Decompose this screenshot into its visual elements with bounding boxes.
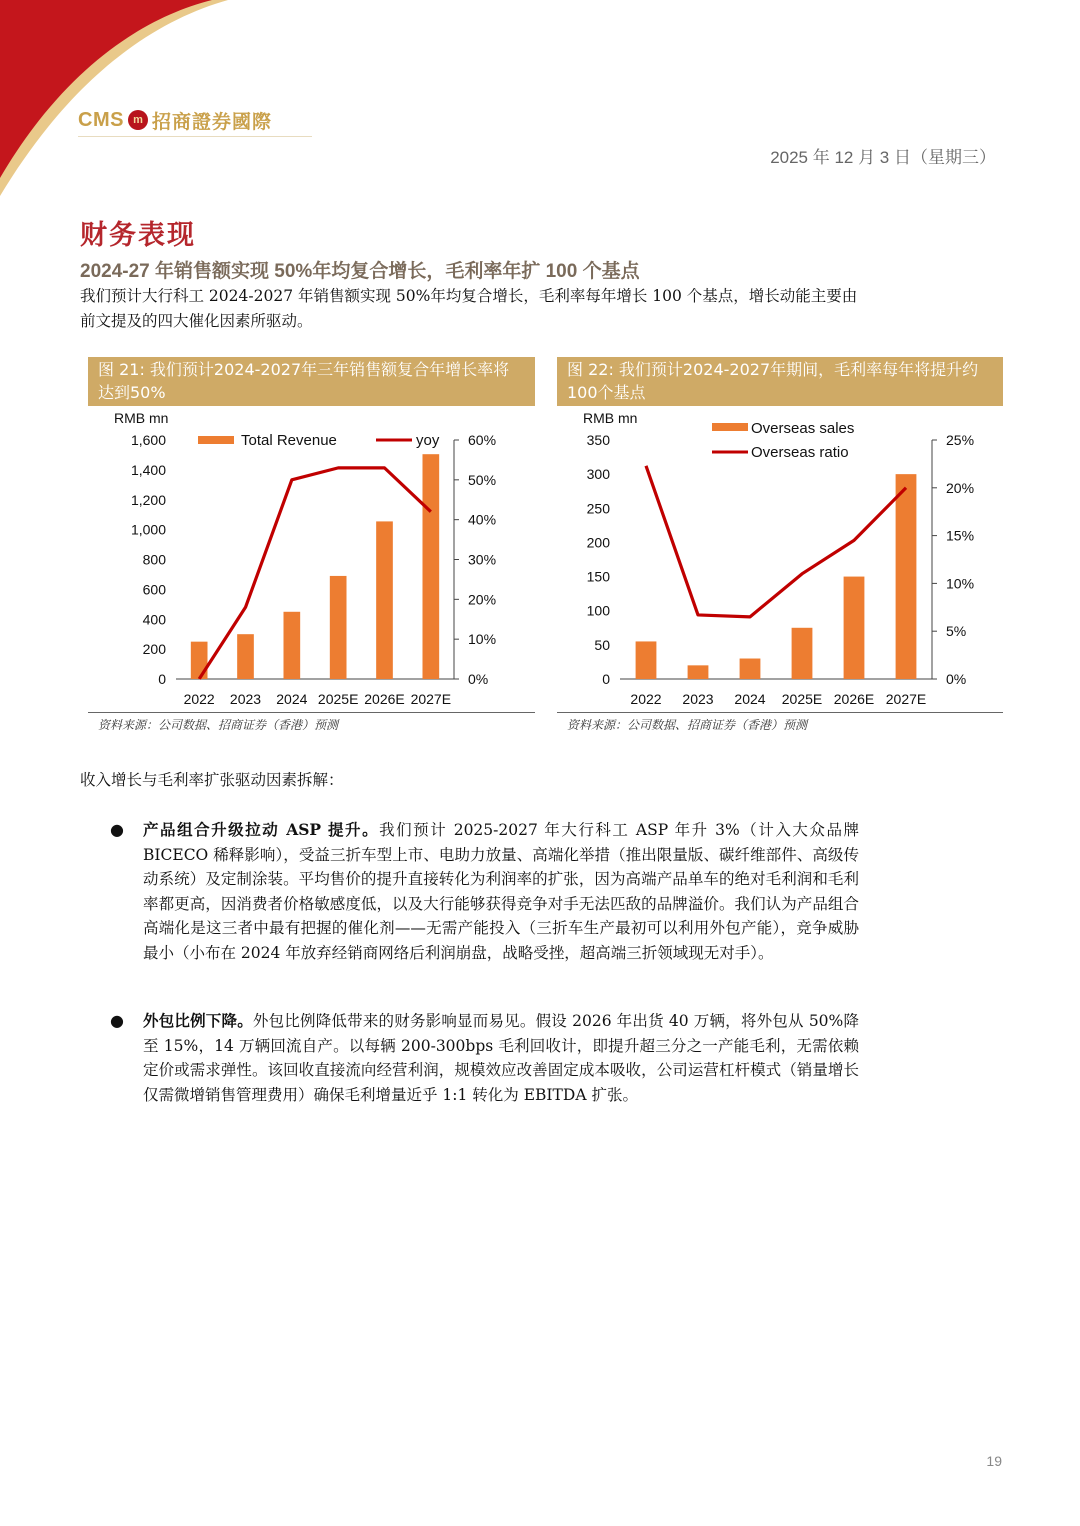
fig21-unit-label: RMB mn xyxy=(114,410,169,426)
fig21-bar xyxy=(237,634,254,679)
fig22-legend-bar-label: Overseas sales xyxy=(751,420,855,437)
fig21-xtick: 2023 xyxy=(229,691,262,707)
figure-22-header: 图 22: 我们预计2024-2027年期间，毛利率每年将提升约100个基点 xyxy=(557,357,1003,406)
fig22-xtick: 2023 xyxy=(682,691,714,707)
figure-22-chart xyxy=(557,406,1003,712)
fig22-xtick: 2026E xyxy=(833,691,875,707)
fig22-legend-line-label: Overseas ratio xyxy=(751,444,849,461)
fig22-ytick-left: 50 xyxy=(594,636,610,653)
logo-chinese-name: 招商證券國際 xyxy=(151,110,272,133)
fig22-ytick-left: 200 xyxy=(586,534,610,551)
fig21-ytick-left: 0 xyxy=(158,671,166,687)
driver-item-2 xyxy=(143,1009,859,1107)
fig22-xtick: 2024 xyxy=(734,691,766,707)
fig21-ytick-right: 0% xyxy=(468,671,489,687)
fig21-ytick-left: 1,600 xyxy=(130,432,166,448)
fig22-xtick: 2027E xyxy=(885,691,927,707)
fig21-ytick-right: 50% xyxy=(468,471,497,488)
fig22-ytick-right: 5% xyxy=(946,623,967,640)
fig22-ytick-left: 250 xyxy=(586,500,610,517)
fig22-ytick-left: 150 xyxy=(586,568,610,585)
driver-item-1-title: 产品组合升级拉动 ASP 提升。 xyxy=(143,820,380,839)
fig21-ytick-right: 30% xyxy=(468,551,497,568)
fig22-ytick-left: 350 xyxy=(586,432,610,448)
logo-divider xyxy=(78,136,312,137)
fig21-ytick-left: 400 xyxy=(142,611,166,628)
fig21-ytick-right: 20% xyxy=(468,591,497,608)
fig22-ytick-right: 10% xyxy=(946,575,975,592)
fig21-ytick-right: 40% xyxy=(468,511,497,528)
fig21-ytick-left: 1,200 xyxy=(130,491,166,508)
fig22-ytick-left: 100 xyxy=(586,602,610,619)
fig22-ytick-right: 0% xyxy=(946,671,967,687)
brand-logo xyxy=(78,104,312,136)
fig21-ytick-left: 200 xyxy=(142,641,166,658)
figure-21-chart xyxy=(88,406,535,712)
fig21-ytick-left: 600 xyxy=(142,581,166,598)
fig21-bar xyxy=(376,521,393,679)
fig21-bar xyxy=(330,576,347,679)
section-subtitle: 2024-27 年销售额实现 50%年均复合增长，毛利率年扩 100 个基点 xyxy=(80,261,640,282)
fig22-bar xyxy=(792,628,813,679)
bullet-dot-2: ● xyxy=(110,1011,124,1030)
fig21-ytick-left: 1,000 xyxy=(130,521,166,538)
fig22-ytick-left: 0 xyxy=(602,671,610,687)
corner-decoration xyxy=(0,0,240,200)
fig22-ytick-right: 15% xyxy=(946,527,975,544)
fig21-xtick: 2025E xyxy=(317,691,359,707)
fig22-xtick: 2022 xyxy=(630,691,662,707)
bullet-dot-1: ● xyxy=(110,820,124,839)
driver-item-1-text: 我们预计 2025-2027 年大行科工 ASP 年升 3%（计入大众品牌 BICECO 稀释影响），受益三折车型上市、电助力放量、高端化举措（推出限量版、碳纤维部件、高级传动系统）及定制涂装。平均售价的提升直接转化为利润率的扩张，因为高端产品单车的绝对毛利润和毛利率都更高，因消费者价格敏感度低，以及大行能够获得竞争对手无法匹敌的品牌溢价。我们认为产品组合高端化是这三者中最有把握的催化剂——无需产能投入（三折车生产最初可以利用外包产能），竞争威胁最小（小布在 2024 年放弃经销商网络后利润崩盘，战略受挫，超高端三折领域现无对手）。 xyxy=(143,821,859,962)
fig21-legend-line-label: yoy xyxy=(416,432,440,449)
fig21-legend-bar-label: Total Revenue xyxy=(241,432,337,449)
section-title: 财务表现 xyxy=(80,220,196,251)
fig22-unit-label: RMB mn xyxy=(583,410,638,426)
driver-item-1 xyxy=(143,818,859,966)
fig21-xtick: 2024 xyxy=(276,691,308,707)
fig21-legend-bar-swatch xyxy=(198,436,234,444)
fig22-ytick-right: 20% xyxy=(946,479,975,496)
figure-22-source: 资料来源：公司数据、招商证券（香港）预测 xyxy=(567,718,808,732)
intro-paragraph: 我们预计大行科工 2024-2027 年销售额实现 50%年均复合增长，毛利率每年增长 100 个基点，增长动能主要由前文提及的四大催化因素所驱动。 xyxy=(80,287,858,330)
fig21-xtick: 2026E xyxy=(364,691,405,707)
driver-item-2-text: 外包比例降低带来的财务影响显而易见。假设 2026 年出货 40 万辆，将外包从 50%降至 15%，14 万辆回流自产。以每辆 200-300bps 毛利回收计，即提升超三分之一产能毛利，无需依赖定价或需求弹性。该回收直接流向经营利润，规模效应改善固定成本吸收，公司运营杠杆模式（销量增长仅需微增销售管理费用）确保毛利增量近乎 1:1 转化为 EBITDA 扩张。 xyxy=(143,1012,859,1104)
fig21-line-series xyxy=(199,468,431,679)
figure-21-rule xyxy=(88,712,535,713)
logo-mark-icon: m xyxy=(128,110,148,130)
report-date: 2025 年 12 月 3 日（星期三） xyxy=(770,148,996,167)
fig22-ytick-right: 25% xyxy=(946,432,975,448)
fig22-ytick-left: 300 xyxy=(586,466,610,483)
fig21-xtick: 2027E xyxy=(410,691,452,707)
fig21-ytick-right: 60% xyxy=(468,432,497,448)
driver-item-2-title: 外包比例下降。 xyxy=(143,1011,253,1030)
fig22-bar xyxy=(844,577,865,679)
fig21-bar xyxy=(422,454,439,679)
figure-21-source: 资料来源：公司数据、招商证券（香港）预测 xyxy=(98,718,339,732)
fig21-bar xyxy=(191,642,208,679)
fig21-ytick-left: 1,400 xyxy=(130,461,166,478)
fig21-xtick: 2022 xyxy=(183,691,215,707)
fig21-ytick-left: 800 xyxy=(142,551,166,568)
fig22-bar xyxy=(688,665,709,679)
fig22-xtick: 2025E xyxy=(781,691,823,707)
logo-cms-text: CMS xyxy=(78,108,124,131)
figure-22-rule xyxy=(557,712,1003,713)
fig22-line-series xyxy=(646,466,906,617)
fig22-bar xyxy=(740,659,761,679)
fig22-bar xyxy=(636,641,657,679)
fig22-legend-bar-swatch xyxy=(712,423,748,431)
page-number: 19 xyxy=(986,1453,1002,1469)
fig21-bar xyxy=(283,612,300,679)
figure-21-header: 图 21: 我们预计2024-2027年三年销售额复合年增长率将达到50% xyxy=(88,357,535,406)
fig22-bar xyxy=(896,474,917,679)
drivers-title: 收入增长与毛利率扩张驱动因素拆解： xyxy=(80,771,344,789)
fig21-ytick-right: 10% xyxy=(468,631,497,648)
